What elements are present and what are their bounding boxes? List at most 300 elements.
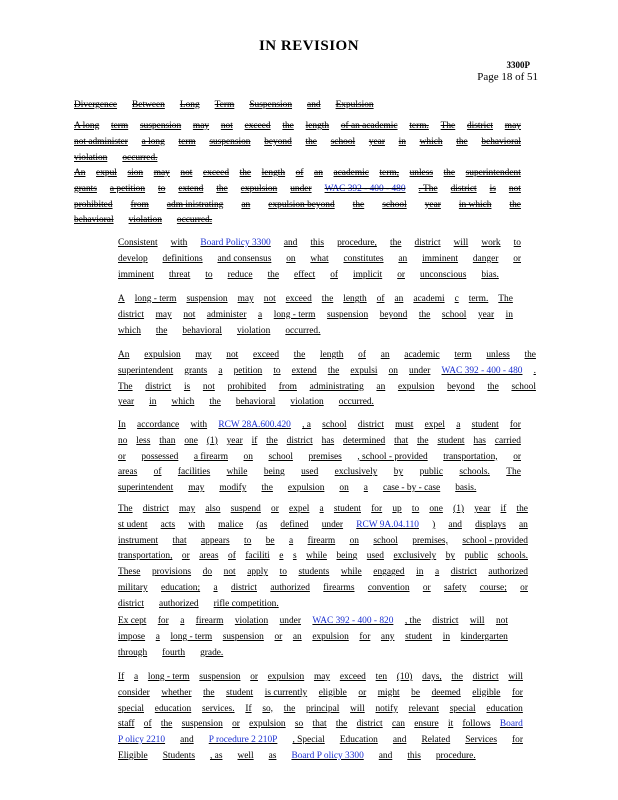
text-run: education; <box>161 582 201 593</box>
text-run: to <box>273 365 281 376</box>
text-run: extend <box>291 365 317 376</box>
text-run: may <box>188 483 205 494</box>
text-run: district <box>432 616 459 626</box>
text-line <box>118 292 513 308</box>
text-line <box>118 364 536 380</box>
text-run: exceed <box>244 121 271 131</box>
text-run: malice <box>218 519 244 530</box>
text-run: not administer <box>74 136 128 147</box>
text-run: to <box>513 238 521 248</box>
text-run: suspension <box>326 309 369 320</box>
text-run: which <box>171 397 195 408</box>
text-run: , school - provided <box>357 451 428 462</box>
text-run: the <box>451 672 463 682</box>
text-run: the <box>261 483 273 494</box>
text-line <box>118 308 513 324</box>
text-run: an <box>519 519 528 530</box>
text-run: school <box>373 535 398 546</box>
text-run: behavioral <box>74 215 114 226</box>
text-line <box>118 565 528 581</box>
text-run: Ex cept <box>118 616 147 626</box>
text-run: term. <box>468 294 489 304</box>
text-run: exceed <box>339 672 366 682</box>
text-run: through <box>118 647 148 658</box>
text-run: well <box>237 750 254 761</box>
text-line <box>118 646 508 662</box>
text-run: st udent <box>118 519 148 530</box>
text-run: the <box>160 719 173 730</box>
text-run: district <box>286 435 313 446</box>
text-run: might <box>377 687 400 698</box>
text-run: imminent <box>118 269 154 280</box>
text-run: the <box>283 703 296 714</box>
text-run: suspension <box>209 136 251 147</box>
text-run: the <box>203 687 215 698</box>
text-run: student <box>471 420 499 430</box>
text-run: on <box>388 365 398 376</box>
text-run: year <box>118 397 135 408</box>
text-run: in <box>442 631 451 642</box>
text-run: has <box>321 435 335 446</box>
text-run: violation <box>290 397 324 408</box>
text-run: a <box>218 365 223 376</box>
text-run: not <box>263 294 276 304</box>
text-run: length <box>319 350 344 360</box>
text-run: firearm <box>307 535 336 546</box>
text-line <box>118 702 523 718</box>
text-run: safety <box>444 582 467 593</box>
text-run: not <box>223 567 236 578</box>
text-run: or <box>422 582 431 593</box>
text-run: the <box>282 121 294 131</box>
text-run: used <box>366 551 384 562</box>
text-run: will <box>508 672 523 682</box>
text-line <box>118 380 536 396</box>
text-run: expulsion beyond <box>268 199 335 210</box>
text-run: school <box>330 136 356 147</box>
text-line <box>118 481 521 497</box>
text-run: occurred. <box>122 152 158 163</box>
text-run: not <box>183 309 196 320</box>
text-run: firearms <box>323 582 355 593</box>
text-run: faciliti <box>245 551 270 562</box>
text-run: of <box>228 551 236 562</box>
text-run: These <box>118 567 141 578</box>
text-line <box>118 614 508 630</box>
text-run: , as <box>209 750 223 761</box>
text-run: suspension <box>186 294 228 304</box>
text-run: length <box>305 121 330 131</box>
text-run: or <box>513 451 521 462</box>
text-run: bias. <box>481 269 499 280</box>
text-run: violation <box>234 616 269 626</box>
text-run: students <box>298 567 330 578</box>
text-run: any <box>380 631 395 642</box>
text-run: and <box>180 735 194 746</box>
text-line <box>74 198 521 214</box>
text-run: superintendent <box>118 365 174 376</box>
page-number: Page 18 of 51 <box>477 71 538 83</box>
text-run: under <box>279 616 301 626</box>
text-line <box>118 324 513 340</box>
text-run: transportation, <box>118 551 173 562</box>
text-run: imminent <box>422 253 459 264</box>
text-run: special <box>449 703 476 714</box>
text-run: also <box>205 504 221 514</box>
text-run: can <box>391 719 405 730</box>
text-run: an <box>394 294 404 304</box>
text-run: which <box>419 136 443 147</box>
text-line <box>74 135 521 151</box>
text-run: student <box>333 504 361 514</box>
text-run: district <box>414 238 441 248</box>
inserted-paragraph <box>118 236 521 283</box>
text-run: if <box>251 435 258 446</box>
text-run: If <box>245 703 252 714</box>
text-run: district <box>466 121 494 131</box>
text-run: or <box>397 269 405 280</box>
text-run: ensure <box>414 719 439 730</box>
text-run: the <box>509 199 521 210</box>
text-run: with <box>188 519 205 530</box>
text-run: Education <box>339 735 378 746</box>
text-run: will <box>350 703 365 714</box>
text-run: c <box>454 294 459 304</box>
text-run: superintendent <box>465 168 521 178</box>
text-line <box>118 686 523 702</box>
text-run: areas <box>199 551 219 562</box>
text-run: violation <box>74 152 108 163</box>
reference-link[interactable]: WAC 392 - 400 - 480 <box>324 183 406 194</box>
text-run: district <box>118 309 145 320</box>
text-run: for <box>509 420 521 430</box>
text-run: district <box>230 582 257 593</box>
text-run: school <box>268 451 293 462</box>
text-run: threat <box>168 269 191 280</box>
text-run: An <box>118 350 130 360</box>
text-line <box>118 630 508 646</box>
deleted-paragraph <box>74 119 521 166</box>
text-run: for <box>157 616 169 626</box>
text-run: The <box>498 294 513 304</box>
text-run: must <box>395 420 414 430</box>
text-run: the <box>305 136 317 147</box>
text-run: the <box>321 294 334 304</box>
text-run: may <box>195 350 212 360</box>
text-run: (1) <box>206 435 218 446</box>
text-run: under <box>290 183 312 194</box>
text-run: services. <box>202 703 235 714</box>
text-run: reduce <box>227 269 253 280</box>
text-run: district <box>357 420 384 430</box>
text-run: year <box>477 309 495 320</box>
text-run: the <box>216 183 228 194</box>
text-line <box>118 348 536 364</box>
text-run: rifle competition. <box>213 598 279 609</box>
text-run: has <box>473 435 486 446</box>
text-run: and <box>448 519 462 530</box>
text-run: being <box>263 467 285 478</box>
text-run: with <box>170 238 188 248</box>
text-run: student <box>437 435 465 446</box>
text-run: petition <box>233 365 263 376</box>
text-run: violation <box>128 215 162 226</box>
text-run: an <box>292 631 302 642</box>
text-run: the <box>524 350 536 360</box>
text-run: term <box>178 136 196 147</box>
text-run: education <box>154 703 192 714</box>
text-line <box>118 465 521 481</box>
text-run: a <box>155 631 160 642</box>
text-run: long - term <box>147 672 190 682</box>
text-run: not <box>180 168 193 178</box>
text-run: than <box>159 435 176 446</box>
text-run: course; <box>479 582 507 593</box>
text-run: is currently <box>264 687 308 698</box>
text-run: expel <box>424 420 445 430</box>
text-run: on <box>349 535 359 546</box>
text-run: in <box>416 567 424 578</box>
text-run: student <box>226 687 254 698</box>
text-run: occurred. <box>285 325 321 336</box>
text-run: fourth <box>162 647 186 658</box>
text-run: exceed <box>202 168 230 178</box>
text-run: to <box>244 535 252 546</box>
text-run: that <box>312 719 327 730</box>
text-line <box>118 670 523 686</box>
text-line <box>118 418 521 434</box>
text-run: consider <box>118 687 150 698</box>
text-run: provisions <box>151 567 192 578</box>
text-run: schools. <box>497 551 528 562</box>
text-run: violation <box>236 325 271 336</box>
text-run: premises <box>308 451 342 462</box>
text-run: long - term <box>170 631 213 642</box>
text-line <box>118 268 521 284</box>
text-run: develop <box>118 253 148 264</box>
text-run: to <box>411 504 420 514</box>
text-run: academic <box>333 168 369 178</box>
text-run: the <box>239 168 252 178</box>
text-run: the <box>352 199 365 210</box>
text-run: a <box>133 672 139 682</box>
text-line <box>74 119 521 135</box>
text-run: and <box>283 238 298 248</box>
text-line <box>118 549 528 565</box>
text-run: one <box>184 435 198 446</box>
reference-link[interactable]: Board Policy 3300 <box>200 238 271 248</box>
reference-link[interactable]: Board <box>499 719 523 730</box>
text-run: this <box>310 238 324 248</box>
text-run: displays <box>475 519 506 530</box>
text-run: engaged <box>373 567 405 578</box>
text-run: term, <box>379 168 399 178</box>
text-run: one <box>429 504 443 514</box>
text-run: to <box>158 183 166 194</box>
text-run: may <box>179 504 196 514</box>
policy-code: 3300P <box>506 60 530 70</box>
text-run: the <box>389 238 402 248</box>
text-run: will <box>469 616 485 626</box>
text-run: or <box>513 253 521 264</box>
text-run: days, <box>422 672 442 682</box>
text-run: follows <box>462 719 491 730</box>
text-run: prohibited <box>227 381 267 392</box>
text-run: Related <box>421 735 451 746</box>
text-run: the <box>155 325 168 336</box>
text-run: so <box>294 719 304 730</box>
text-run: may <box>313 672 331 682</box>
text-run: , the <box>404 616 421 626</box>
text-run: be <box>265 535 275 546</box>
text-run: of <box>153 467 162 478</box>
text-run: for <box>511 687 523 698</box>
text-run: term <box>111 121 129 131</box>
text-run: a <box>213 582 218 593</box>
text-run: is <box>183 381 191 392</box>
text-run: case - by - case <box>382 483 441 494</box>
text-run: Long <box>179 100 200 110</box>
text-run: expulsion <box>287 483 325 494</box>
text-run: superintendent <box>118 483 174 494</box>
text-run: Eligible <box>118 750 148 761</box>
text-run: term. <box>409 121 429 131</box>
text-run: occurred. <box>338 397 374 408</box>
text-run: sion <box>127 168 144 178</box>
text-run: the <box>335 719 348 730</box>
deleted-paragraph <box>74 98 378 114</box>
text-run: an <box>380 350 390 360</box>
text-run: of <box>295 168 304 178</box>
text-run: used <box>301 467 319 478</box>
text-run: not <box>226 350 239 360</box>
text-run: prohibited <box>74 199 113 210</box>
text-run: effect <box>294 269 316 280</box>
deleted-paragraph <box>74 166 521 229</box>
text-line <box>118 434 521 450</box>
text-run: for <box>359 631 371 642</box>
text-run: the <box>487 381 499 392</box>
text-line <box>118 581 528 597</box>
text-run: be <box>411 687 421 698</box>
text-run: . <box>533 365 536 376</box>
text-run: or <box>520 582 528 593</box>
text-run: length <box>261 168 286 178</box>
text-run: long - term <box>273 309 316 320</box>
text-line <box>118 717 523 733</box>
reference-link[interactable]: WAC 392 - 400 - 480 <box>441 365 523 376</box>
text-run: ) <box>432 519 436 530</box>
text-run: acts <box>160 519 176 530</box>
text-run: procedure, <box>337 238 377 248</box>
text-run: an <box>314 168 323 178</box>
text-run: transportation, <box>443 451 498 462</box>
reference-link[interactable]: P rocedure 2 210P <box>208 735 278 746</box>
text-run: schools. <box>459 467 490 478</box>
text-run: grants <box>74 183 97 194</box>
text-run: under <box>409 365 431 376</box>
text-run: in <box>398 136 406 147</box>
text-run: district <box>450 183 477 194</box>
text-run: that <box>172 535 187 546</box>
text-run: expulsi <box>350 365 378 376</box>
text-run: student <box>405 631 433 642</box>
text-run: not <box>508 183 521 194</box>
reference-link[interactable]: RCW 28A.600.420 <box>218 420 291 430</box>
text-run: If <box>118 672 125 682</box>
inserted-paragraph <box>118 502 528 613</box>
text-run: it <box>448 719 454 730</box>
text-run: determined <box>343 435 386 446</box>
text-run: facilities <box>177 467 211 478</box>
text-run: authorized <box>488 567 528 578</box>
text-run: exclusively <box>393 551 437 562</box>
text-run: not <box>202 381 215 392</box>
text-run: authorized <box>159 598 199 609</box>
text-run: school - provided <box>462 535 528 546</box>
text-run: expulsion <box>267 672 305 682</box>
text-run: convention <box>367 582 410 593</box>
text-run: to <box>205 269 213 280</box>
text-run: authorized <box>270 582 310 593</box>
text-run: whether <box>161 687 192 698</box>
text-run: administrating <box>309 381 364 392</box>
text-run: Suspension <box>249 100 293 110</box>
text-run: carried <box>494 435 521 446</box>
text-run: year <box>474 504 491 514</box>
reference-link[interactable]: RCW 9A.04.110 <box>356 519 419 530</box>
text-run: grade. <box>200 647 224 658</box>
text-line <box>118 597 528 613</box>
text-run: district <box>118 598 145 609</box>
text-run: year <box>368 136 385 147</box>
text-run: will <box>453 238 469 248</box>
text-run: principal <box>306 703 340 714</box>
text-run: unconscious <box>420 269 467 280</box>
text-run: school <box>441 309 467 320</box>
text-line <box>118 395 536 411</box>
text-run: school <box>322 420 347 430</box>
text-run: or <box>274 631 283 642</box>
text-run: district <box>145 381 172 392</box>
inserted-paragraph <box>118 292 513 339</box>
text-run: is <box>489 183 496 194</box>
text-run: to <box>279 567 287 578</box>
text-run: staff <box>118 719 135 730</box>
text-run: An <box>74 168 86 178</box>
text-run: long - term <box>134 294 177 304</box>
inserted-paragraph <box>118 670 523 765</box>
text-run: impose <box>118 631 146 642</box>
text-run: the <box>267 269 280 280</box>
text-run: a firearm <box>193 451 228 462</box>
text-run: for <box>371 504 383 514</box>
text-run: (10) <box>396 672 413 682</box>
text-run: behavioral <box>481 136 521 147</box>
reference-link[interactable]: P olicy 2210 <box>118 735 166 746</box>
reference-link[interactable]: Board P olicy 3300 <box>291 750 364 761</box>
text-run: premises, <box>412 535 448 546</box>
text-run: procedure. <box>435 750 476 761</box>
reference-link[interactable]: WAC 392 - 400 - 820 <box>312 616 394 626</box>
text-run: expulsion <box>312 631 349 642</box>
text-run: may <box>153 168 170 178</box>
text-run: a <box>258 309 263 320</box>
text-run: the <box>418 309 431 320</box>
text-run: ten <box>375 672 388 682</box>
text-run: school <box>382 199 407 210</box>
text-run: may <box>155 309 172 320</box>
